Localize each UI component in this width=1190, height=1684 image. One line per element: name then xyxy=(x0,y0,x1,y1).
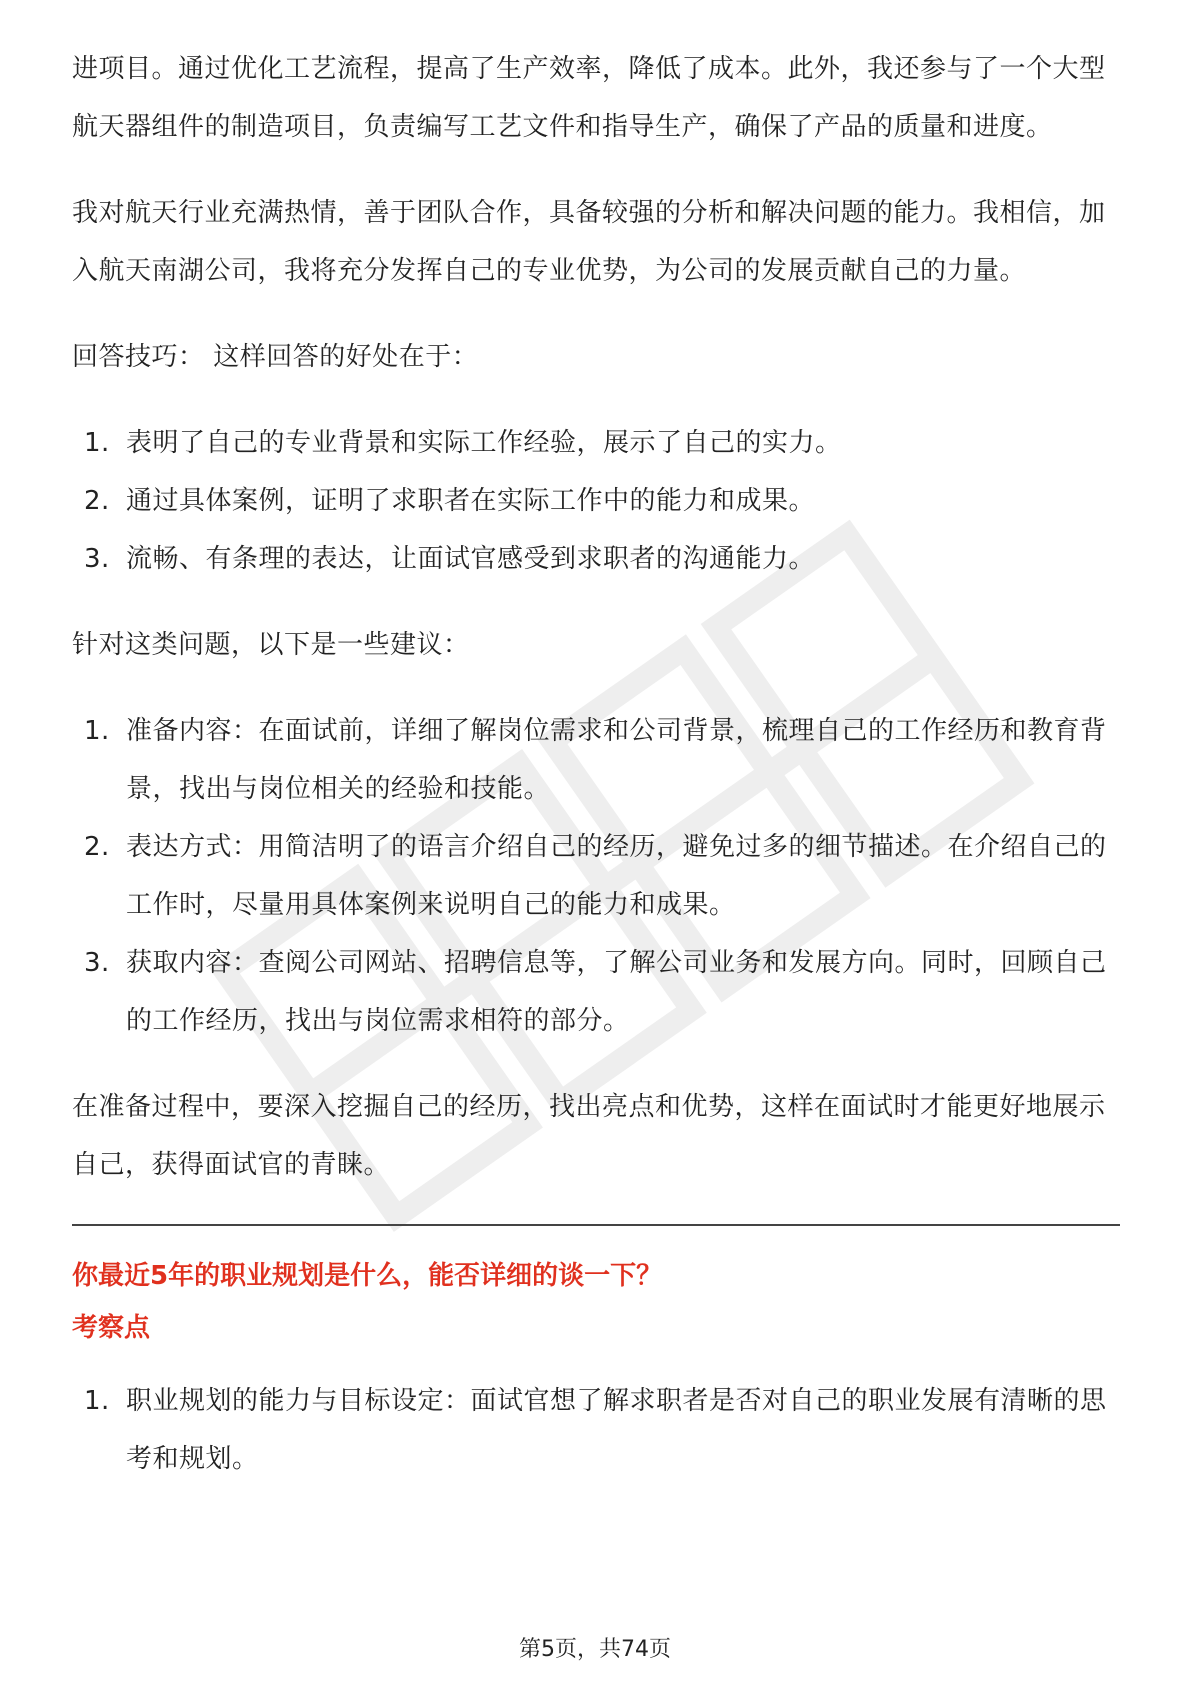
list-number: 2. xyxy=(84,832,110,862)
advice-heading: 针对这类问题，以下是一些建议： xyxy=(72,630,470,660)
list-text: 准备内容：在面试前，详细了解岗位需求和公司背景，梳理自己的工作经历和教育背景，找出与岗位相关的经验和技能。 xyxy=(126,716,1107,804)
checkpoints-list xyxy=(72,1372,1120,1488)
list-number: 1. xyxy=(84,428,110,458)
question-subtitle: 考察点 xyxy=(72,1313,151,1343)
list-item xyxy=(72,530,1120,588)
list-item xyxy=(72,702,1120,818)
list-text: 通过具体案例，证明了求职者在实际工作中的能力和成果。 xyxy=(126,486,816,516)
list-text: 职业规划的能力与目标设定：面试官想了解求职者是否对自己的职业发展有清晰的思考和规划。 xyxy=(126,1386,1107,1474)
list-number: 2. xyxy=(84,486,110,516)
list-text: 流畅、有条理的表达，让面试官感受到求职者的沟通能力。 xyxy=(126,544,816,574)
list-number: 1. xyxy=(84,716,110,746)
list-item xyxy=(72,414,1120,472)
page-footer: 第5页，共74页 xyxy=(519,1637,671,1662)
list-item xyxy=(72,472,1120,530)
tips-list xyxy=(72,414,1120,588)
section-divider xyxy=(72,1224,1120,1226)
question-title: 你最近5年的职业规划是什么，能否详细的谈一下？ xyxy=(72,1261,663,1291)
list-number: 3. xyxy=(84,544,110,574)
list-item xyxy=(72,1372,1120,1488)
document-page xyxy=(72,40,1120,1516)
list-text: 获取内容：查阅公司网站、招聘信息等，了解公司业务和发展方向。同时，回顾自己的工作经历，找出与岗位需求相符的部分。 xyxy=(126,948,1107,1036)
list-item xyxy=(72,818,1120,934)
list-text: 表明了自己的专业背景和实际工作经验，展示了自己的实力。 xyxy=(126,428,842,458)
list-item xyxy=(72,934,1120,1050)
list-text: 表达方式：用简洁明了的语言介绍自己的经历，避免过多的细节描述。在介绍自己的工作时，尽量用具体案例来说明自己的能力和成果。 xyxy=(126,832,1107,920)
intro-paragraph: 进项目。通过优化工艺流程，提高了生产效率，降低了成本。此外，我还参与了一个大型航天器组件的制造项目，负责编写工艺文件和指导生产，确保了产品的质量和进度。 xyxy=(72,54,1106,142)
list-number: 1. xyxy=(84,1386,110,1416)
passion-paragraph: 我对航天行业充满热情，善于团队合作，具备较强的分析和解决问题的能力。我相信，加入航天南湖公司，我将充分发挥自己的专业优势，为公司的发展贡献自己的力量。 xyxy=(72,198,1106,286)
list-number: 3. xyxy=(84,948,110,978)
advice-list xyxy=(72,702,1120,1050)
tips-heading: 回答技巧： 这样回答的好处在于： xyxy=(72,342,479,372)
closing-paragraph: 在准备过程中，要深入挖掘自己的经历，找出亮点和优势，这样在面试时才能更好地展示自己，获得面试官的青睐。 xyxy=(72,1092,1106,1180)
